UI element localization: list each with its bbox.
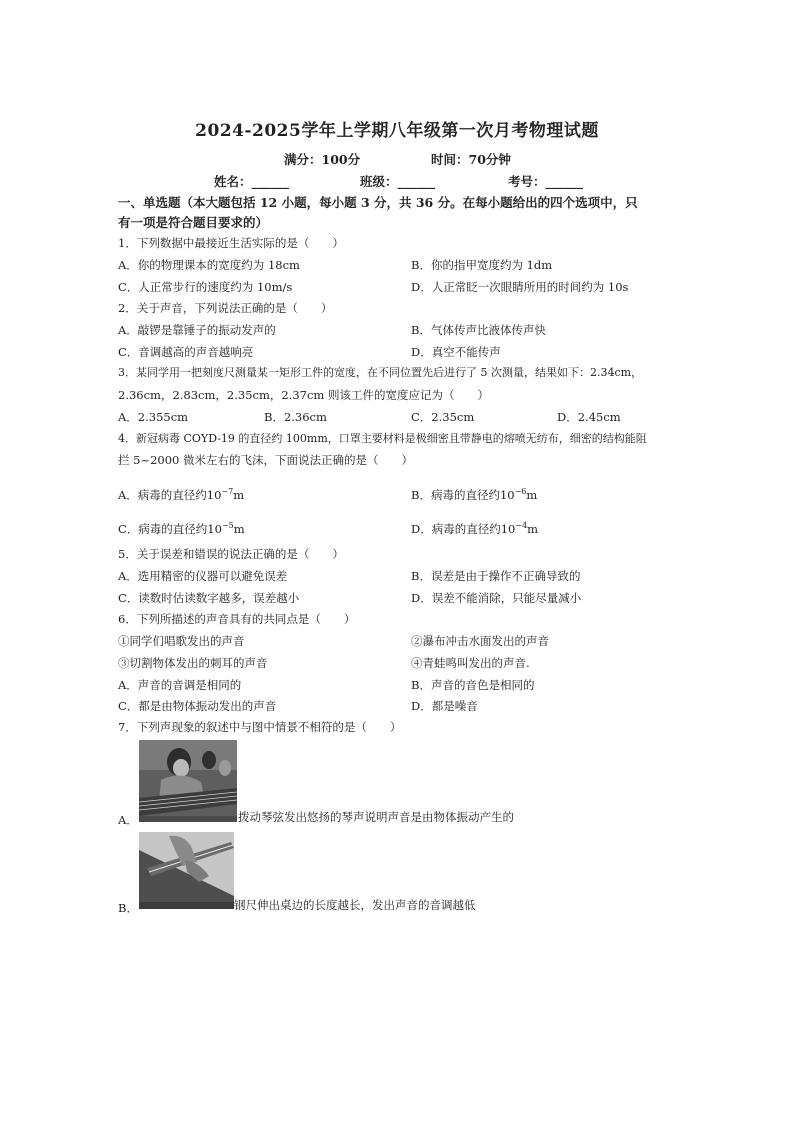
q4-option-a-exponent: −7: [221, 487, 234, 496]
q7-option-a-label: A．: [118, 813, 138, 827]
q4-option-c-text: C．病毒的直径约10: [118, 522, 222, 536]
q7-option-b-text: 钢尺伸出桌边的长度越长，发出声音的音调越低: [234, 898, 476, 912]
guzheng-player-photo: [139, 740, 237, 822]
q1-option-a: A．你的物理课本的宽度约为 18cm: [118, 258, 300, 272]
q4-option-b-text: B．病毒的直径约10: [411, 488, 515, 502]
q4-option-a-unit: m: [233, 488, 245, 502]
full-score: 满分：100分: [284, 152, 361, 167]
q1-option-d: D．人正常眨一次眼睛所用的时间约为 10s: [411, 280, 629, 294]
class-field: 班级：______: [360, 174, 436, 189]
q4-stem-line1: 4．新冠病毒 COYD-19 的直径约 100mm，口罩主要材料是极细密且带静电的熔喷无纺布，细密的结构能阻: [118, 432, 647, 445]
q7-option-a-text: 拨动琴弦发出悠扬的琴声说明声音是由物体振动产生的: [238, 810, 514, 824]
q4-option-b-unit: m: [526, 488, 538, 502]
q5-option-d: D．误差不能消除，只能尽量减小: [411, 591, 582, 605]
q5-option-a: A．选用精密的仪器可以避免误差: [118, 569, 288, 583]
q3-option-c: C．2.35cm: [411, 410, 475, 424]
q2-option-c: C．音调越高的声音越响亮: [118, 345, 254, 359]
q6-statement-4: ④青蛙鸣叫发出的声音.: [411, 656, 530, 670]
q2-stem: 2．关于声音，下列说法正确的是（ ）: [118, 301, 333, 315]
q4-option-d-exponent: −4: [515, 521, 528, 530]
q3-stem-line1: 3．某同学用一把刻度尺测量某一矩形工件的宽度，在不同位置先后进行了 5 次测量，结果如下：2.34cm，: [118, 366, 643, 379]
q2-option-b: B．气体传声比液体传声快: [411, 323, 546, 337]
q6-option-b: B．声音的音色是相同的: [411, 678, 535, 692]
steel-ruler-illustration: [139, 832, 234, 909]
q6-option-a: A．声音的音调是相同的: [118, 678, 242, 692]
q5-option-b: B．误差是由于操作不正确导致的: [411, 569, 581, 583]
q6-statement-3: ③切割物体发出的刺耳的声音: [118, 656, 268, 670]
q7-option-b-label: B．: [118, 901, 138, 915]
q5-option-c: C．读数时估读数字越多，误差越小: [118, 591, 300, 605]
q4-option-b: [411, 484, 537, 503]
q4-option-a-text: A．病毒的直径约10: [118, 488, 222, 502]
q4-option-d: [411, 518, 538, 537]
q3-option-d: D．2.45cm: [557, 410, 621, 424]
section-heading-line1: 一、单选题（本大题包括 12 小题，每小题 3 分，共 36 分。在每小题给出的四个选项中，只: [118, 195, 638, 210]
q6-statement-1: ①同学们唱歌发出的声音: [118, 634, 245, 648]
q5-stem: 5．关于误差和错误的说法正确的是（ ）: [118, 547, 344, 561]
q2-option-d: D．真空不能传声: [411, 345, 501, 359]
id-field: 考号：______: [508, 174, 584, 189]
q6-option-d: D．都是噪音: [411, 699, 478, 713]
guzheng-player-illustration: [139, 740, 237, 822]
q4-option-d-unit: m: [527, 522, 539, 536]
name-field: 姓名：______: [214, 174, 290, 189]
q6-option-c: C．都是由物体振动发出的声音: [118, 699, 277, 713]
q6-stem: 6．下列所描述的声音具有的共同点是（ ）: [118, 612, 356, 626]
q1-stem: 1．下列数据中最接近生活实际的是（ ）: [118, 236, 344, 250]
q7-stem: 7．下列声现象的叙述中与图中情景不相符的是（ ）: [118, 720, 402, 734]
q2-option-a: A．敲锣是靠锤子的振动发声的: [118, 323, 276, 337]
steel-ruler-photo: [139, 832, 234, 909]
q3-option-b: B．2.36cm: [264, 410, 327, 424]
section-heading-line2: 有一项是符合题目要求的）: [118, 215, 269, 230]
q4-stem-line2: 拦 5~2000 微米左右的飞沫，下面说法正确的是（ ）: [118, 453, 414, 467]
q3-stem-line2: 2.36cm，2.83cm，2.35cm，2.37cm 则该工件的宽度应记为（ ）: [118, 388, 489, 402]
q4-option-c-exponent: −5: [221, 521, 234, 530]
q4-option-b-exponent: −6: [514, 487, 527, 496]
q1-option-b: B．你的指甲宽度约为 1dm: [411, 258, 553, 272]
q4-option-d-text: D．病毒的直径约10: [411, 522, 516, 536]
q3-option-a: A．2.355cm: [118, 410, 189, 424]
q1-option-c: C．人正常步行的速度约为 10m/s: [118, 280, 293, 294]
exam-title: 2024-2025学年上学期八年级第一次月考物理试题: [195, 121, 599, 141]
exam-time: 时间：70分钟: [431, 152, 511, 167]
q4-option-c: [118, 518, 245, 537]
q6-statement-2: ②瀑布冲击水面发出的声音: [411, 634, 549, 648]
q4-option-c-unit: m: [233, 522, 245, 536]
q4-option-a: [118, 484, 244, 503]
